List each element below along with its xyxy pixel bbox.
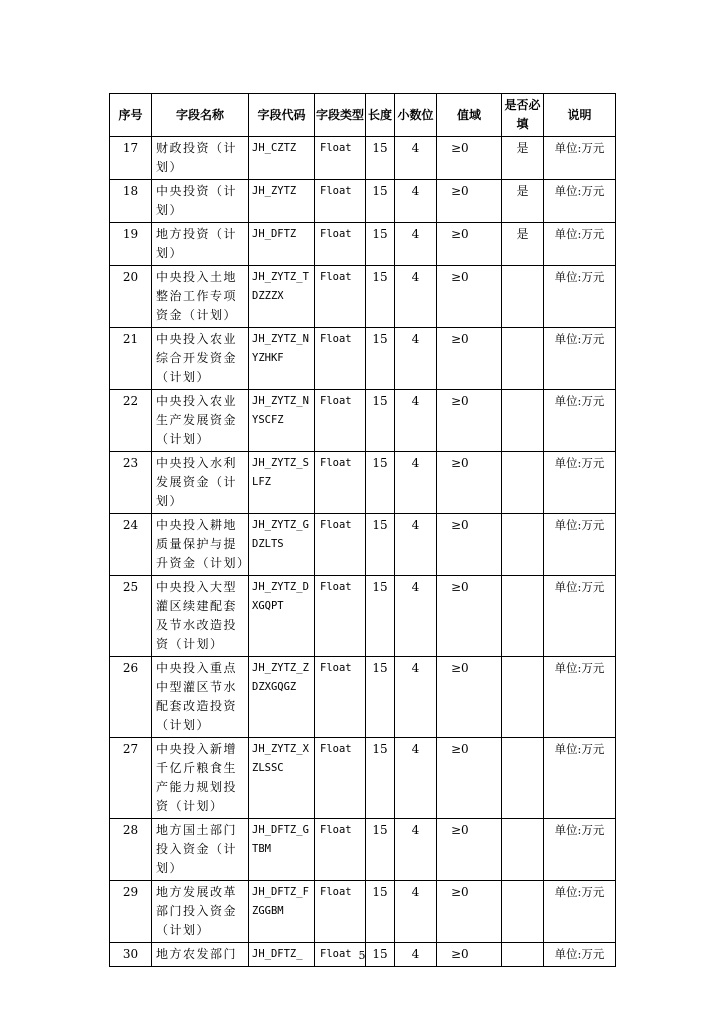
table-row (110, 514, 616, 576)
page-number: 5 (358, 949, 366, 962)
cell-field-code: JH_ZYTZ (249, 180, 315, 223)
cell-required (502, 657, 544, 738)
cell-no: 25 (110, 576, 152, 657)
cell-field-type: Float (315, 576, 366, 657)
cell-note: 单位:万元 (544, 328, 616, 390)
header-length: 长度 (366, 94, 395, 137)
cell-field-type: Float (315, 390, 366, 452)
cell-no: 22 (110, 390, 152, 452)
cell-no: 27 (110, 738, 152, 819)
cell-note: 单位:万元 (544, 223, 616, 266)
cell-no: 24 (110, 514, 152, 576)
cell-note: 单位:万元 (544, 576, 616, 657)
cell-length: 15 (366, 266, 395, 328)
cell-field-type: Float (315, 819, 366, 881)
table-row (110, 576, 616, 657)
table-row (110, 452, 616, 514)
cell-field-name: 地方投资（计划） (152, 223, 249, 266)
cell-decimals: 4 (395, 328, 437, 390)
cell-field-code: JH_DFTZ (249, 223, 315, 266)
cell-required (502, 328, 544, 390)
cell-note: 单位:万元 (544, 452, 616, 514)
cell-required (502, 452, 544, 514)
cell-length: 15 (366, 819, 395, 881)
header-note: 说明 (544, 94, 616, 137)
table-row (110, 819, 616, 881)
cell-required (502, 576, 544, 657)
cell-length: 15 (366, 514, 395, 576)
cell-decimals: 4 (395, 452, 437, 514)
cell-required (502, 514, 544, 576)
cell-field-code: JH_ZYTZ_ZDZXGQGZ (249, 657, 315, 738)
cell-field-code: JH_ZYTZ_XZLSSC (249, 738, 315, 819)
header-required: 是否必填 (502, 94, 544, 137)
cell-length: 15 (366, 223, 395, 266)
cell-field-type: Float (315, 223, 366, 266)
table-row (110, 390, 616, 452)
cell-decimals: 4 (395, 738, 437, 819)
cell-domain: ≥0 (437, 328, 502, 390)
cell-field-type: Float (315, 514, 366, 576)
cell-no: 19 (110, 223, 152, 266)
cell-field-name: 财政投资（计划） (152, 137, 249, 180)
cell-domain: ≥0 (437, 137, 502, 180)
cell-required: 是 (502, 137, 544, 180)
cell-decimals: 4 (395, 390, 437, 452)
table-row (110, 657, 616, 738)
cell-decimals: 4 (395, 657, 437, 738)
cell-no: 29 (110, 881, 152, 943)
cell-field-type: Float (315, 881, 366, 943)
cell-required (502, 266, 544, 328)
cell-note: 单位:万元 (544, 943, 616, 967)
cell-note: 单位:万元 (544, 266, 616, 328)
cell-note: 单位:万元 (544, 738, 616, 819)
cell-field-name: 中央投入新增千亿斤粮食生产能力规划投资（计划） (152, 738, 249, 819)
table-row (110, 180, 616, 223)
cell-no: 21 (110, 328, 152, 390)
cell-domain: ≥0 (437, 657, 502, 738)
header-domain: 值域 (437, 94, 502, 137)
cell-decimals: 4 (395, 514, 437, 576)
cell-decimals: 4 (395, 943, 437, 967)
table-row (110, 328, 616, 390)
field-definition-table (109, 93, 616, 967)
cell-length: 15 (366, 452, 395, 514)
cell-field-type: Float (315, 657, 366, 738)
cell-field-type: Float (315, 738, 366, 819)
cell-decimals: 4 (395, 266, 437, 328)
cell-length: 15 (366, 943, 395, 967)
cell-length: 15 (366, 738, 395, 819)
table-header (110, 94, 616, 137)
cell-field-type: Float (315, 137, 366, 180)
cell-required: 是 (502, 180, 544, 223)
cell-domain: ≥0 (437, 390, 502, 452)
cell-required (502, 738, 544, 819)
cell-note: 单位:万元 (544, 514, 616, 576)
cell-note: 单位:万元 (544, 180, 616, 223)
cell-field-code: JH_ZYTZ_TDZZZX (249, 266, 315, 328)
cell-no: 30 (110, 943, 152, 967)
cell-domain: ≥0 (437, 943, 502, 967)
header-row (110, 94, 616, 137)
cell-field-name: 中央投入大型灌区续建配套及节水改造投资（计划） (152, 576, 249, 657)
cell-note: 单位:万元 (544, 137, 616, 180)
cell-decimals: 4 (395, 223, 437, 266)
cell-field-name: 中央投资（计划） (152, 180, 249, 223)
cell-field-code: JH_DFTZ_ (249, 943, 315, 967)
header-code: 字段代码 (249, 94, 315, 137)
cell-domain: ≥0 (437, 576, 502, 657)
cell-note: 单位:万元 (544, 657, 616, 738)
cell-field-code: JH_ZYTZ_GDZLTS (249, 514, 315, 576)
cell-field-name: 地方国土部门投入资金（计划） (152, 819, 249, 881)
cell-field-type: Float (315, 943, 366, 967)
cell-domain: ≥0 (437, 452, 502, 514)
table-row (110, 881, 616, 943)
cell-field-type: Float (315, 180, 366, 223)
cell-field-code: JH_CZTZ (249, 137, 315, 180)
cell-decimals: 4 (395, 881, 437, 943)
cell-domain: ≥0 (437, 266, 502, 328)
cell-field-type: Float (315, 266, 366, 328)
cell-length: 15 (366, 390, 395, 452)
table-row (110, 738, 616, 819)
cell-length: 15 (366, 180, 395, 223)
cell-domain: ≥0 (437, 819, 502, 881)
cell-domain: ≥0 (437, 514, 502, 576)
table-row (110, 266, 616, 328)
cell-field-code: JH_ZYTZ_NYSCFZ (249, 390, 315, 452)
cell-note: 单位:万元 (544, 881, 616, 943)
cell-domain: ≥0 (437, 180, 502, 223)
cell-note: 单位:万元 (544, 819, 616, 881)
header-no: 序号 (110, 94, 152, 137)
cell-decimals: 4 (395, 180, 437, 223)
cell-length: 15 (366, 137, 395, 180)
cell-field-code: JH_DFTZ_FZGGBM (249, 881, 315, 943)
cell-required (502, 390, 544, 452)
cell-length: 15 (366, 576, 395, 657)
cell-no: 23 (110, 452, 152, 514)
cell-field-type: Float (315, 452, 366, 514)
cell-field-name: 中央投入重点中型灌区节水配套改造投资（计划） (152, 657, 249, 738)
cell-field-type: Float (315, 328, 366, 390)
cell-field-name: 中央投入农业生产发展资金（计划） (152, 390, 249, 452)
table-body (110, 137, 616, 967)
cell-field-name: 中央投入耕地质量保护与提升资金（计划） (152, 514, 249, 576)
cell-required (502, 881, 544, 943)
cell-length: 15 (366, 657, 395, 738)
cell-field-name: 中央投入农业综合开发资金（计划） (152, 328, 249, 390)
cell-no: 28 (110, 819, 152, 881)
header-name: 字段名称 (152, 94, 249, 137)
cell-no: 20 (110, 266, 152, 328)
cell-decimals: 4 (395, 137, 437, 180)
cell-required: 是 (502, 223, 544, 266)
cell-length: 15 (366, 881, 395, 943)
cell-field-name: 地方农发部门 (152, 943, 249, 967)
header-type: 字段类型 (315, 94, 366, 137)
cell-field-name: 中央投入土地整治工作专项资金（计划） (152, 266, 249, 328)
cell-decimals: 4 (395, 576, 437, 657)
cell-length: 15 (366, 328, 395, 390)
cell-domain: ≥0 (437, 223, 502, 266)
cell-no: 18 (110, 180, 152, 223)
cell-no: 17 (110, 137, 152, 180)
cell-field-code: JH_ZYTZ_SLFZ (249, 452, 315, 514)
cell-field-code: JH_DFTZ_GTBM (249, 819, 315, 881)
cell-domain: ≥0 (437, 881, 502, 943)
cell-decimals: 4 (395, 819, 437, 881)
cell-field-name: 地方发展改革部门投入资金（计划） (152, 881, 249, 943)
cell-field-code: JH_ZYTZ_DXGQPT (249, 576, 315, 657)
cell-note: 单位:万元 (544, 390, 616, 452)
cell-domain: ≥0 (437, 738, 502, 819)
header-decimals: 小数位 (395, 94, 437, 137)
cell-field-code: JH_ZYTZ_NYZHKF (249, 328, 315, 390)
table-row (110, 137, 616, 180)
cell-field-name: 中央投入水利发展资金（计划） (152, 452, 249, 514)
cell-required (502, 819, 544, 881)
cell-no: 26 (110, 657, 152, 738)
table-row (110, 223, 616, 266)
